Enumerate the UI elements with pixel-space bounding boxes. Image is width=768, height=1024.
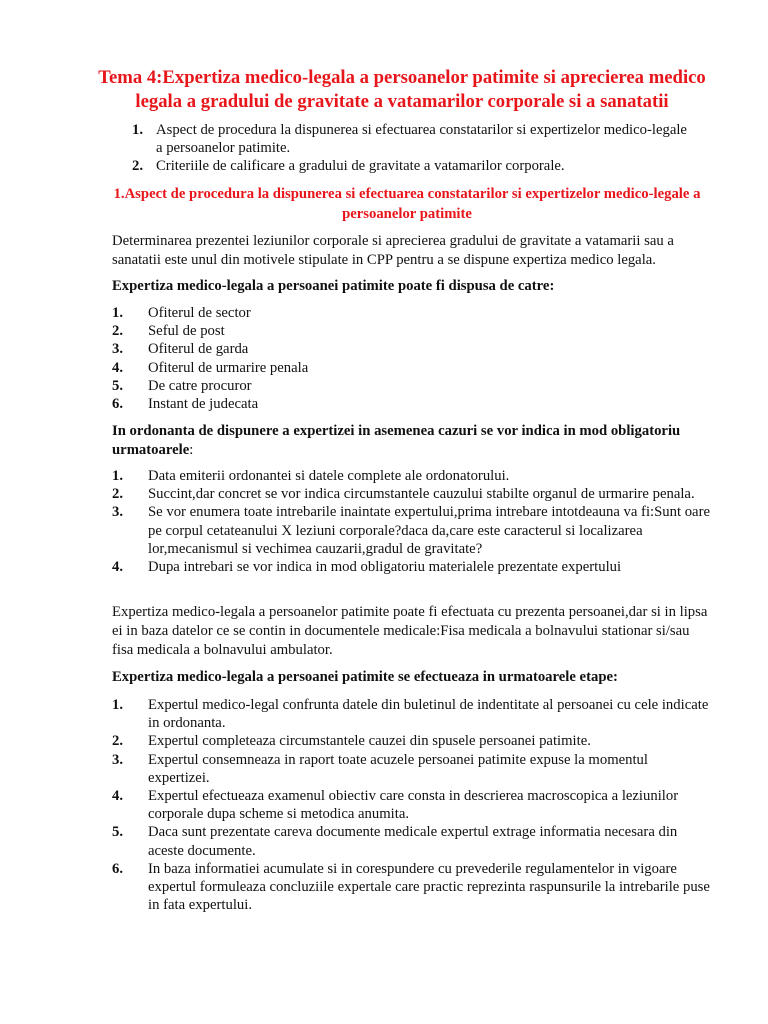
ordonanta-heading-colon: : [189,442,194,458]
list-item-text: Ofiterul de urmarire penala [148,359,309,376]
list-item-text: Succint,dar concret se vor indica circumstantele cauzului stabilte organul de urmarire penala. [148,486,695,503]
toc-item-text: Criteriile de calificare a gradului de gravitate a vatamarilor corporale. [156,158,565,174]
intro-paragraph: Determinarea prezentei leziunilor corporale si aprecierea gradului de gravitate a vatamarii sau a sanatatii este unul din motivele stipulate in CPP pentru a se dispune expertiza medico legala. [112,233,674,268]
list-item-text: Expertul consemneaza in raport toate acuzele persoanei patimite expuse la momentul expertizei. [148,751,648,786]
list-item-number: 2. [112,486,124,503]
prezenta-paragraph: Expertiza medico-legala a persoanelor patimite poate fi efectuata cu prezenta persoanei,dar si in lipsa ei in baza datelor ce se contin in documentele medicale:Fisa medicala a bolnavului stationar si/sau fisa medicala a bolnavului ambulator. [112,604,708,658]
list-item [112,787,712,823]
list-item [112,751,712,787]
list-item-number: 6. [112,396,124,413]
list-item-number: 1. [112,468,124,484]
ordonanta-heading-text: In ordonanta de dispunere a expertizei in asemenea cazuri se vor indica in mod obligatoriu urmatoarele [112,423,681,458]
list-item-text: In baza informatiei acumulate si in corespundere cu prevederile regulamentelor in vigoare expertul formuleaza concluziile expertale care practic reprezinta raspunsurile la intrebarile puse in fata expertului. [148,860,710,914]
list-item-number: 6. [112,860,124,877]
list-item-text: Expertul efectueaza examenul obiectiv care consta in descrierea macroscopica a leziunilor corporale dupa scheme si metodica anumita. [148,788,679,823]
toc-item [132,121,692,157]
toc-item-number: 1. [132,122,144,138]
list-item-text: Ofiterul de garda [148,341,249,358]
etape-heading: Expertiza medico-legala a persoanei patimite se efectueaza in urmatoarele etape: [112,669,618,685]
list-item [112,467,712,485]
list-item [112,485,712,503]
ordonanta-list [112,467,712,576]
list-item-text: De catre procuror [148,377,252,394]
page-title: Tema 4:Expertiza medico-legala a persoanelor patimite si aprecierea medico legala a gradului de gravitate a vatamarilor corporale si a sanatatii [98,67,706,112]
list-item [112,823,712,859]
list-item [112,304,712,322]
list-item-number: 5. [112,377,124,394]
list-item [112,696,712,732]
list-item-text: Daca sunt prezentate careva documente medicale expertul extrage informatia necesara din aceste documente. [148,824,678,859]
toc-item-number: 2. [132,158,144,174]
list-item [112,503,712,558]
list-item-number: 4. [112,788,124,805]
list-item-number: 1. [112,697,124,713]
dispusa-heading: Expertiza medico-legala a persoanei patimite poate fi dispusa de catre: [112,278,555,294]
list-item [112,558,712,576]
list-item-text: Expertul completeaza circumstantele cauzei din spusele persoanei patimite. [148,733,591,750]
list-item [112,322,712,340]
list-item [112,377,712,395]
table-of-contents [132,121,692,175]
list-item-text: Expertul medico-legal confrunta datele din buletinul de indentitate al persoanei cu cele indicate in ordonanta. [148,697,709,732]
dispusa-list [112,304,712,413]
list-item [112,340,712,358]
list-item-text: Data emiterii ordonantei si datele complete ale ordonatorului. [148,468,510,484]
list-item-number: 1. [112,305,124,321]
list-item [112,395,712,413]
list-item-number: 3. [112,504,124,521]
list-item-text: Instant de judecata [148,396,259,413]
list-item-text: Ofiterul de sector [148,305,251,321]
list-item-text: Se vor enumera toate intrebarile inaintate expertului,prima intrebare intotdeauna va fi:Sunt oare pe corpul cetateanului X leziuni corporale?daca da,care este caracterul si localizarea lor,mecanismul si vechimea cauzarii,gradul de gravitate? [148,504,710,557]
ordonanta-heading [112,422,712,460]
list-item-number: 2. [112,733,124,750]
list-item-number: 5. [112,824,124,841]
list-item [112,860,712,915]
list-item [112,732,712,750]
list-item-number: 4. [112,559,124,576]
list-item [112,359,712,377]
list-item-number: 3. [112,341,124,358]
list-item-number: 4. [112,359,124,376]
etape-list [112,696,712,914]
list-item-number: 3. [112,751,124,768]
toc-item [132,157,692,175]
toc-item-text: Aspect de procedura la dispunerea si efectuarea constatarilor si expertizelor medico-legale a persoanelor patimite. [156,122,687,156]
list-item-text: Seful de post [148,323,225,340]
list-item-text: Dupa intrebari se vor indica in mod obligatoriu materialele prezentate expertului [148,559,622,576]
list-item-number: 2. [112,323,124,340]
section-1-heading: 1.Aspect de procedura la dispunerea si efectuarea constatarilor si expertizelor medico-legale a persoanelor patimite [113,186,701,222]
